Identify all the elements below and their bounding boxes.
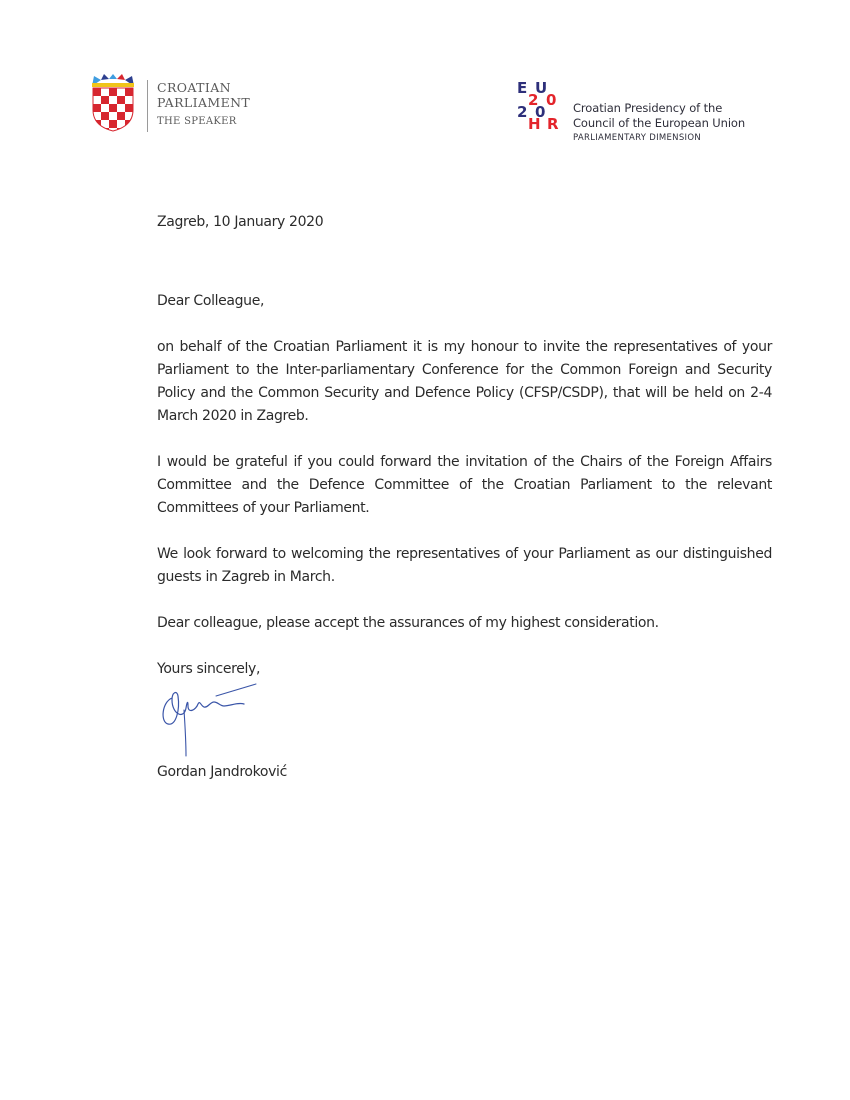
logo-letter: R (547, 115, 559, 130)
letterhead-line-2: PARLIAMENT (157, 95, 251, 110)
signer-name: Gordan Jandroković (157, 764, 287, 780)
presidency-line-2: Council of the European Union (573, 116, 746, 130)
letter-date: Zagreb, 10 January 2020 (157, 214, 324, 230)
letter-closing: Yours sincerely, (157, 661, 261, 677)
letterhead-divider (147, 80, 148, 132)
handwritten-signature (158, 680, 258, 760)
parliament-letterhead (157, 80, 250, 127)
presidency-letterhead (573, 101, 745, 143)
logo-letter: 2 (528, 91, 539, 109)
letter-paragraph: Dear colleague, please accept the assurances of my highest consideration. (157, 615, 659, 631)
logo-letter: E (517, 80, 528, 97)
letter-paragraph: We look forward to welcoming the representatives of your Parliament as our distinguished guests in Zagreb in March. (157, 546, 772, 585)
letterhead-subtitle: THE SPEAKER (157, 116, 237, 127)
logo-letter: 0 (546, 91, 557, 109)
croatian-coat-of-arms-icon (90, 74, 136, 132)
eu2020hr-logo (516, 80, 568, 130)
letterhead-line-1: CROATIAN (157, 80, 232, 95)
presidency-line-1: Croatian Presidency of the (573, 101, 723, 115)
logo-letter: H (528, 115, 541, 130)
logo-letter: U (535, 80, 548, 97)
logo-letter: 0 (535, 103, 546, 121)
logo-letter: 2 (517, 103, 528, 121)
letter-salutation: Dear Colleague, (157, 293, 265, 309)
presidency-subtitle: PARLIAMENTARY DIMENSION (573, 133, 701, 143)
letter-paragraph: I would be grateful if you could forward the invitation of the Chairs of the Foreign Affairs Committee and the Defence Committee of the Croatian Parliament to the relevant Committees of your Parliament. (157, 454, 772, 516)
letter-paragraph: on behalf of the Croatian Parliament it is my honour to invite the representatives of your Parliament to the Inter-parliamentary Conference for the Common Foreign and Security Policy and the Common Security and Defence Policy (CFSP/CSDP), that will be held on 2-4 March 2020 in Zagreb. (157, 339, 772, 424)
